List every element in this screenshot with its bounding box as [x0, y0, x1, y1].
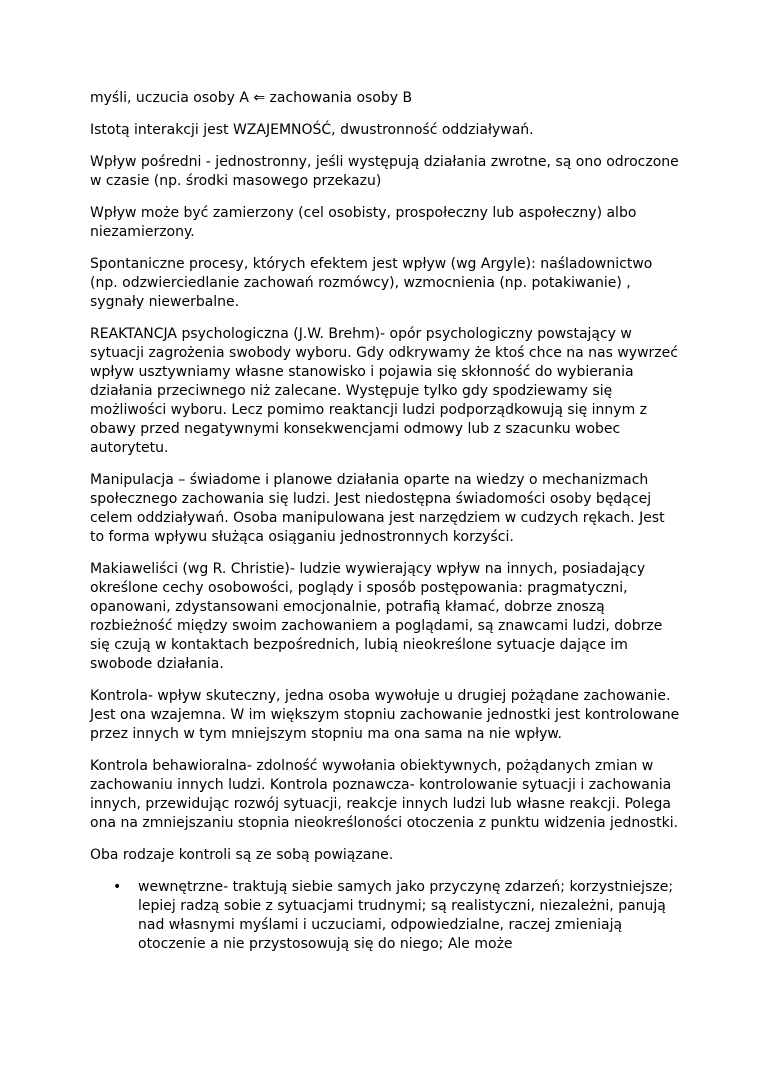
bullet-list — [90, 878, 680, 954]
paragraph-attribution-line: myśli, uczucia osoby A ⇐ zachowania osoby B — [90, 90, 413, 106]
paragraph-spontaneous-processes: Spontaniczne procesy, których efektem jest wpływ (wg Argyle): naśladownictwo (np. odzwierciedlanie zachowań rozmówcy), wzmocnienia (np. potakiwanie) , sygnały niewerbalne. — [90, 256, 653, 310]
paragraph-manipulation: Manipulacja – świadome i planowe działania oparte na wiedzy o mechanizmach społecznego zachowania się ludzi. Jest niedostępna świadomości osoby będącej celem oddziaływań. Osoba manipulowana jest narzędziem w cudzych rękach. Jest to forma wpływu służąca osiąganiu jednostronnych korzyści. — [90, 472, 665, 545]
paragraph-behavioral-control: Kontrola behawioralna- zdolność wywołania obiektywnych, pożądanych zmian w zachowaniu innych ludzi. Kontrola poznawcza- kontrolowanie sytuacji i zachowania innych, przewidując rozwój sytuacji, reakcje innych ludzi lub własne reakcji. Polega ona na zmniejszaniu stopnia nieokreśloności otoczenia z punktu widzenia jednostki. — [90, 758, 679, 831]
paragraph-control: Kontrola- wpływ skuteczny, jedna osoba wywołuje u drugiej pożądane zachowanie. Jest ona wzajemna. W im większym stopniu zachowanie jednostki jest kontrolowane przez innych w tym mniejszym stopniu ma ona sama na nie wpływ. — [90, 688, 680, 742]
bullet-marker: • — [113, 879, 122, 895]
paragraph-machiavellians: Makiaweliści (wg R. Christie)- ludzie wywierający wpływ na innych, posiadający określone cechy osobowości, poglądy i sposób postępowania: pragmatyczni, opanowani, zdystansowani emocjonalnie, potrafią kłamać, dobrze znoszą rozbieżność między swoim zachowaniem a poglądami, są znawcami ludzi, dobrze się czują w kontaktach bezpośrednich, lubią nieokreślone sytuacje dające im swobode działania. — [90, 561, 663, 672]
paragraph-intended-influence: Wpływ może być zamierzony (cel osobisty, prospołeczny lub aspołeczny) albo niezamierzony. — [90, 205, 637, 240]
paragraph-indirect-influence: Wpływ pośredni - jednostronny, jeśli występują działania zwrotne, są ono odroczone w czasie (np. środki masowego przekazu) — [90, 154, 679, 189]
list-item — [90, 878, 680, 954]
paragraph-both-types: Oba rodzaje kontroli są ze sobą powiązane. — [90, 847, 394, 863]
document-page — [90, 89, 680, 954]
paragraph-interaction: Istotą interakcji jest WZAJEMNOŚĆ, dwustronność oddziaływań. — [90, 122, 534, 138]
bullet-text: wewnętrzne- traktują siebie samych jako przyczynę zdarzeń; korzystniejsze; lepiej radzą sobie z sytuacjami trudnymi; są realistyczni, niezależni, panują nad własnymi myślami i uczuciami, odpowiedzialne, raczej zmieniają otoczenie a nie przystosowują się do niego; Ale może — [138, 879, 674, 952]
paragraph-reactance: REAKTANCJA psychologiczna (J.W. Brehm)- opór psychologiczny powstający w sytuacji zagrożenia swobody wyboru. Gdy odkrywamy że ktoś chce na nas wywrzeć wpływ usztywniamy własne stanowisko i pojawia się skłonność do wybierania działania przeciwnego niż zalecane. Występuje tylko gdy spodziewamy się możliwości wyboru. Lecz pomimo reaktancji ludzi podporządkowują się innym z obawy przed negatywnymi konsekwencjami odmowy lub z szacunku wobec autorytetu. — [90, 326, 678, 456]
